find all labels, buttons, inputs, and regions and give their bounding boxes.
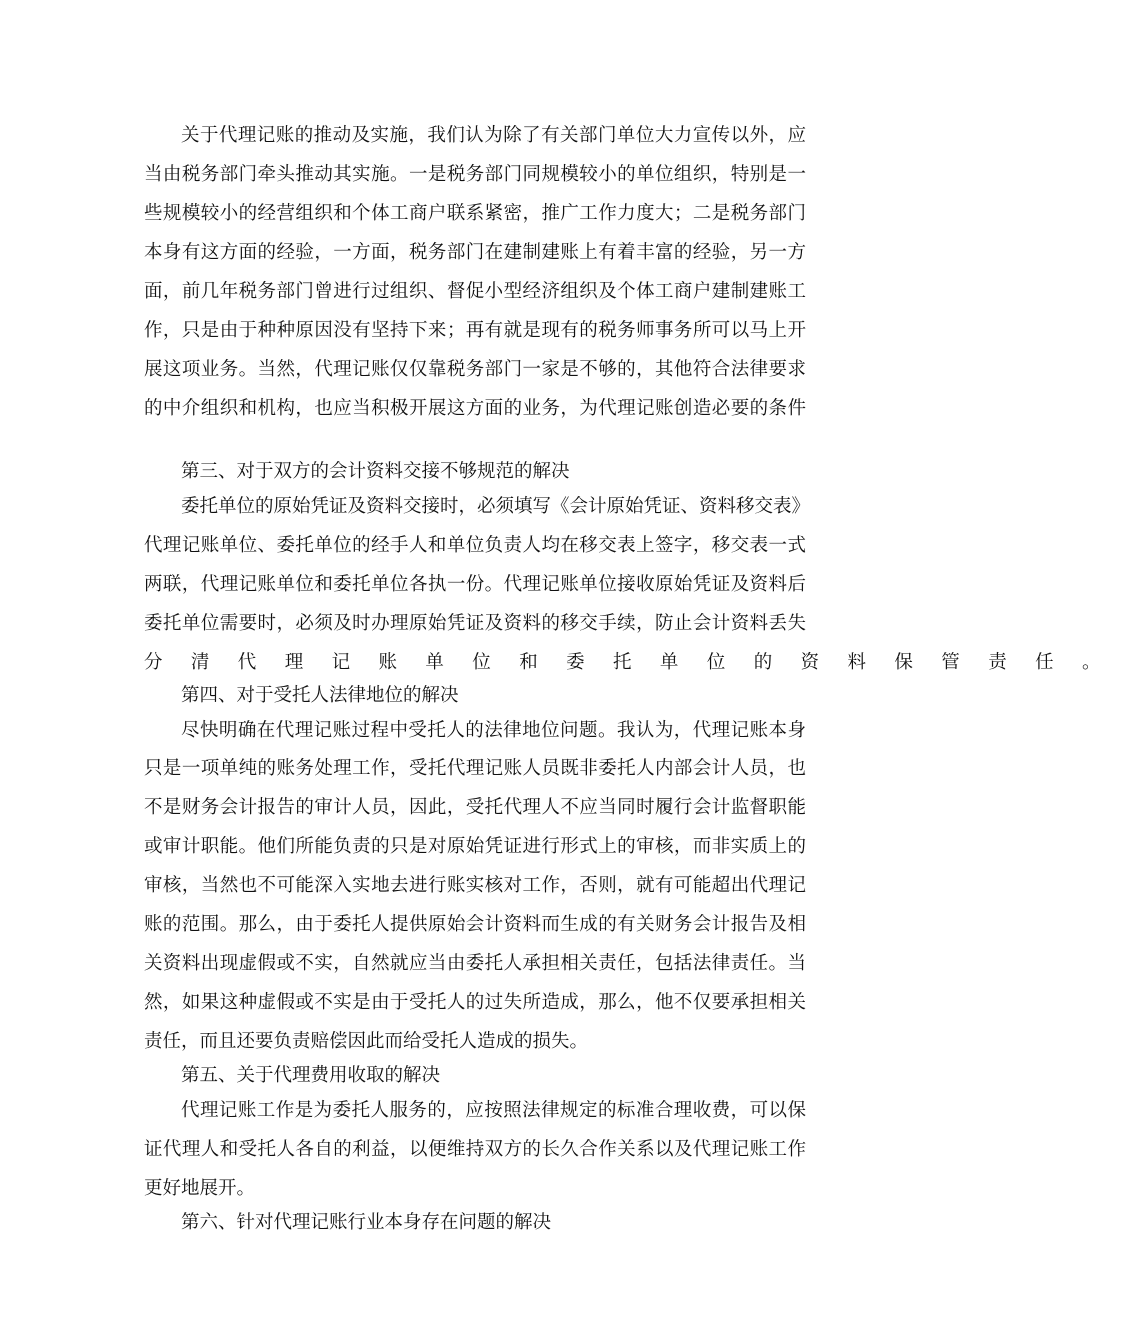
text-line: 的中介组织和机构，也应当积极开展这方面的业务，为代理记账创造必要的条件 (144, 398, 806, 419)
section-heading: 第四、对于受托人法律地位的解决 (181, 685, 459, 706)
text-line: 委托单位需要时，必须及时办理原始凭证及资料的移交手续，防止会计资料丢失 (144, 613, 806, 634)
text-line: 代理记账工作是为委托人服务的，应按照法律规定的标准合理收费，可以保 (181, 1100, 806, 1121)
text-line: 不是财务会计报告的审计人员，因此，受托代理人不应当同时履行会计监督职能 (144, 797, 806, 818)
text-line: 委托单位的原始凭证及资料交接时，必须填写《会计原始凭证、资料移交表》 (181, 496, 811, 517)
text-line: 代理记账单位、委托单位的经手人和单位负责人均在移交表上签字，移交表一式 (144, 535, 806, 556)
text-line: 两联，代理记账单位和委托单位各执一份。代理记账单位接收原始凭证及资料后 (144, 574, 806, 595)
text-line: 责任，而且还要负责赔偿因此而给受托人造成的损失。 (144, 1031, 589, 1052)
text-line: 账的范围。那么，由于委托人提供原始会计资料而生成的有关财务会计报告及相 (144, 914, 806, 935)
text-line: 当由税务部门牵头推动其实施。一是税务部门同规模较小的单位组织，特别是一 (144, 164, 806, 185)
text-line: 面，前几年税务部门曾进行过组织、督促小型经济组织及个体工商户建制建账工 (144, 281, 806, 302)
text-line: 或审计职能。他们所能负责的只是对原始凭证进行形式上的审核，而非实质上的 (144, 836, 806, 857)
section-heading: 第三、对于双方的会计资料交接不够规范的解决 (181, 461, 570, 482)
text-line: 关资料出现虚假或不实，自然就应当由委托人承担相关责任，包括法律责任。当 (144, 953, 806, 974)
text-line: 些规模较小的经营组织和个体工商户联系紧密，推广工作力度大；二是税务部门 (144, 203, 806, 224)
text-line: 只是一项单纯的账务处理工作，受托代理记账人员既非委托人内部会计人员，也 (144, 758, 806, 779)
text-line: 更好地展开。 (144, 1178, 256, 1199)
text-line: 作，只是由于种种原因没有坚持下来；再有就是现有的税务师事务所可以马上开 (144, 320, 806, 341)
text-line: 审核，当然也不可能深入实地去进行账实核对工作，否则，就有可能超出代理记 (144, 875, 806, 896)
text-line: 关于代理记账的推动及实施，我们认为除了有关部门单位大力宣传以外，应 (181, 125, 806, 146)
text-line: 分清代理记账单位和委托单位的资料保管责任。 (144, 652, 1129, 673)
section-heading: 第五、关于代理费用收取的解决 (181, 1065, 441, 1086)
text-line: 本身有这方面的经验，一方面，税务部门在建制建账上有着丰富的经验，另一方 (144, 242, 806, 263)
text-line: 然，如果这种虚假或不实是由于受托人的过失所造成，那么，他不仅要承担相关 (144, 992, 806, 1013)
text-line: 证代理人和受托人各自的利益，以便维持双方的长久合作关系以及代理记账工作 (144, 1139, 806, 1160)
text-line: 展这项业务。当然，代理记账仅仅靠税务部门一家是不够的，其他符合法律要求 (144, 359, 806, 380)
text-line: 尽快明确在代理记账过程中受托人的法律地位问题。我认为，代理记账本身 (181, 720, 806, 741)
section-heading: 第六、针对代理记账行业本身存在问题的解决 (181, 1212, 552, 1233)
